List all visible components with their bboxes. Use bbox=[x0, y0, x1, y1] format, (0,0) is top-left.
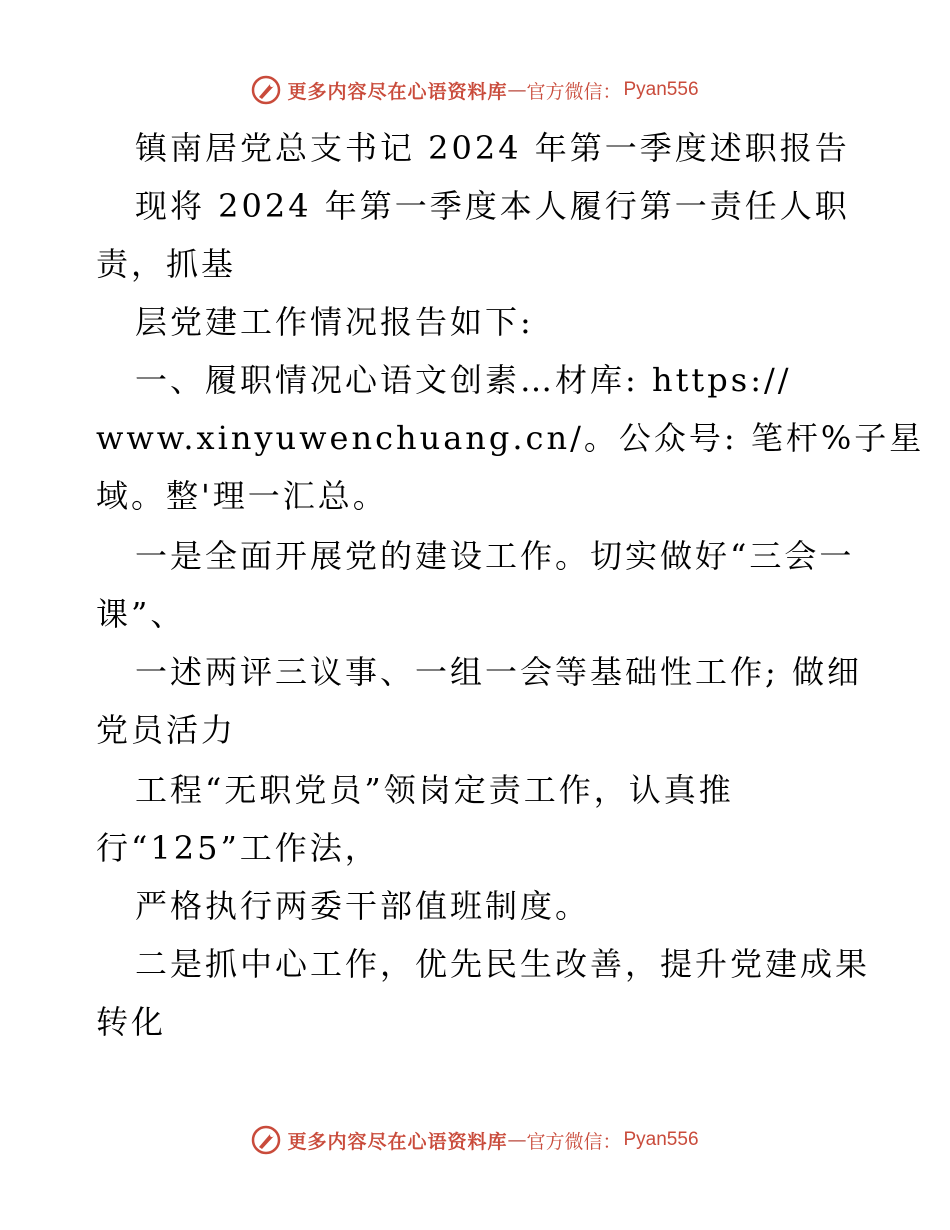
text-line: www.xinyuwenchuang.cn/。公众号: 笔杆%子星 bbox=[96, 419, 925, 457]
document-title: 镇南居党总支书记 2024 年第一季度述职报告 bbox=[135, 129, 850, 167]
watermark-wechat-id: Pyan556 bbox=[623, 1129, 699, 1150]
watermark-dash: — bbox=[507, 79, 527, 101]
text-line: 工程“无职党员”领岗定责工作，认真推 bbox=[135, 771, 734, 809]
text-line: 层党建工作情况报告如下: bbox=[135, 303, 534, 341]
footer-watermark bbox=[0, 1120, 950, 1160]
watermark-wechat-label: 官方微信： bbox=[526, 1130, 622, 1153]
pen-nib-logo-icon bbox=[251, 75, 281, 105]
watermark-brand: 更多内容尽在心语资料库 bbox=[287, 80, 508, 103]
watermark-wechat-id: Pyan556 bbox=[623, 79, 699, 100]
text-line: 党员活力 bbox=[96, 711, 237, 749]
watermark-brand: 更多内容尽在心语资料库 bbox=[287, 1130, 508, 1153]
text-line: 域。整'理一汇总。 bbox=[96, 477, 388, 515]
text-line: 一述两评三议事、一组一会等基础性工作; 做细 bbox=[135, 653, 862, 691]
text-line: 现将 2024 年第一季度本人履行第一责任人职 bbox=[135, 187, 850, 225]
text-line: 一、履职情况心语文创素…材库: https:// bbox=[135, 361, 792, 399]
text-line: 责，抓基 bbox=[96, 245, 237, 283]
text-line: 转化 bbox=[96, 1003, 167, 1041]
text-line: 课”、 bbox=[96, 595, 186, 633]
text-line: 行“125”工作法， bbox=[96, 829, 380, 867]
pen-nib-logo-icon bbox=[251, 1125, 281, 1155]
watermark-wechat-label: 官方微信： bbox=[526, 80, 622, 103]
watermark-dash: — bbox=[507, 1129, 527, 1151]
text-line: 二是抓中心工作，优先民生改善，提升党建成果 bbox=[135, 945, 871, 983]
text-line: 严格执行两委干部值班制度。 bbox=[135, 887, 591, 925]
text-line: 一是全面开展党的建设工作。切实做好“三会一 bbox=[135, 537, 855, 575]
header-watermark bbox=[0, 70, 950, 110]
